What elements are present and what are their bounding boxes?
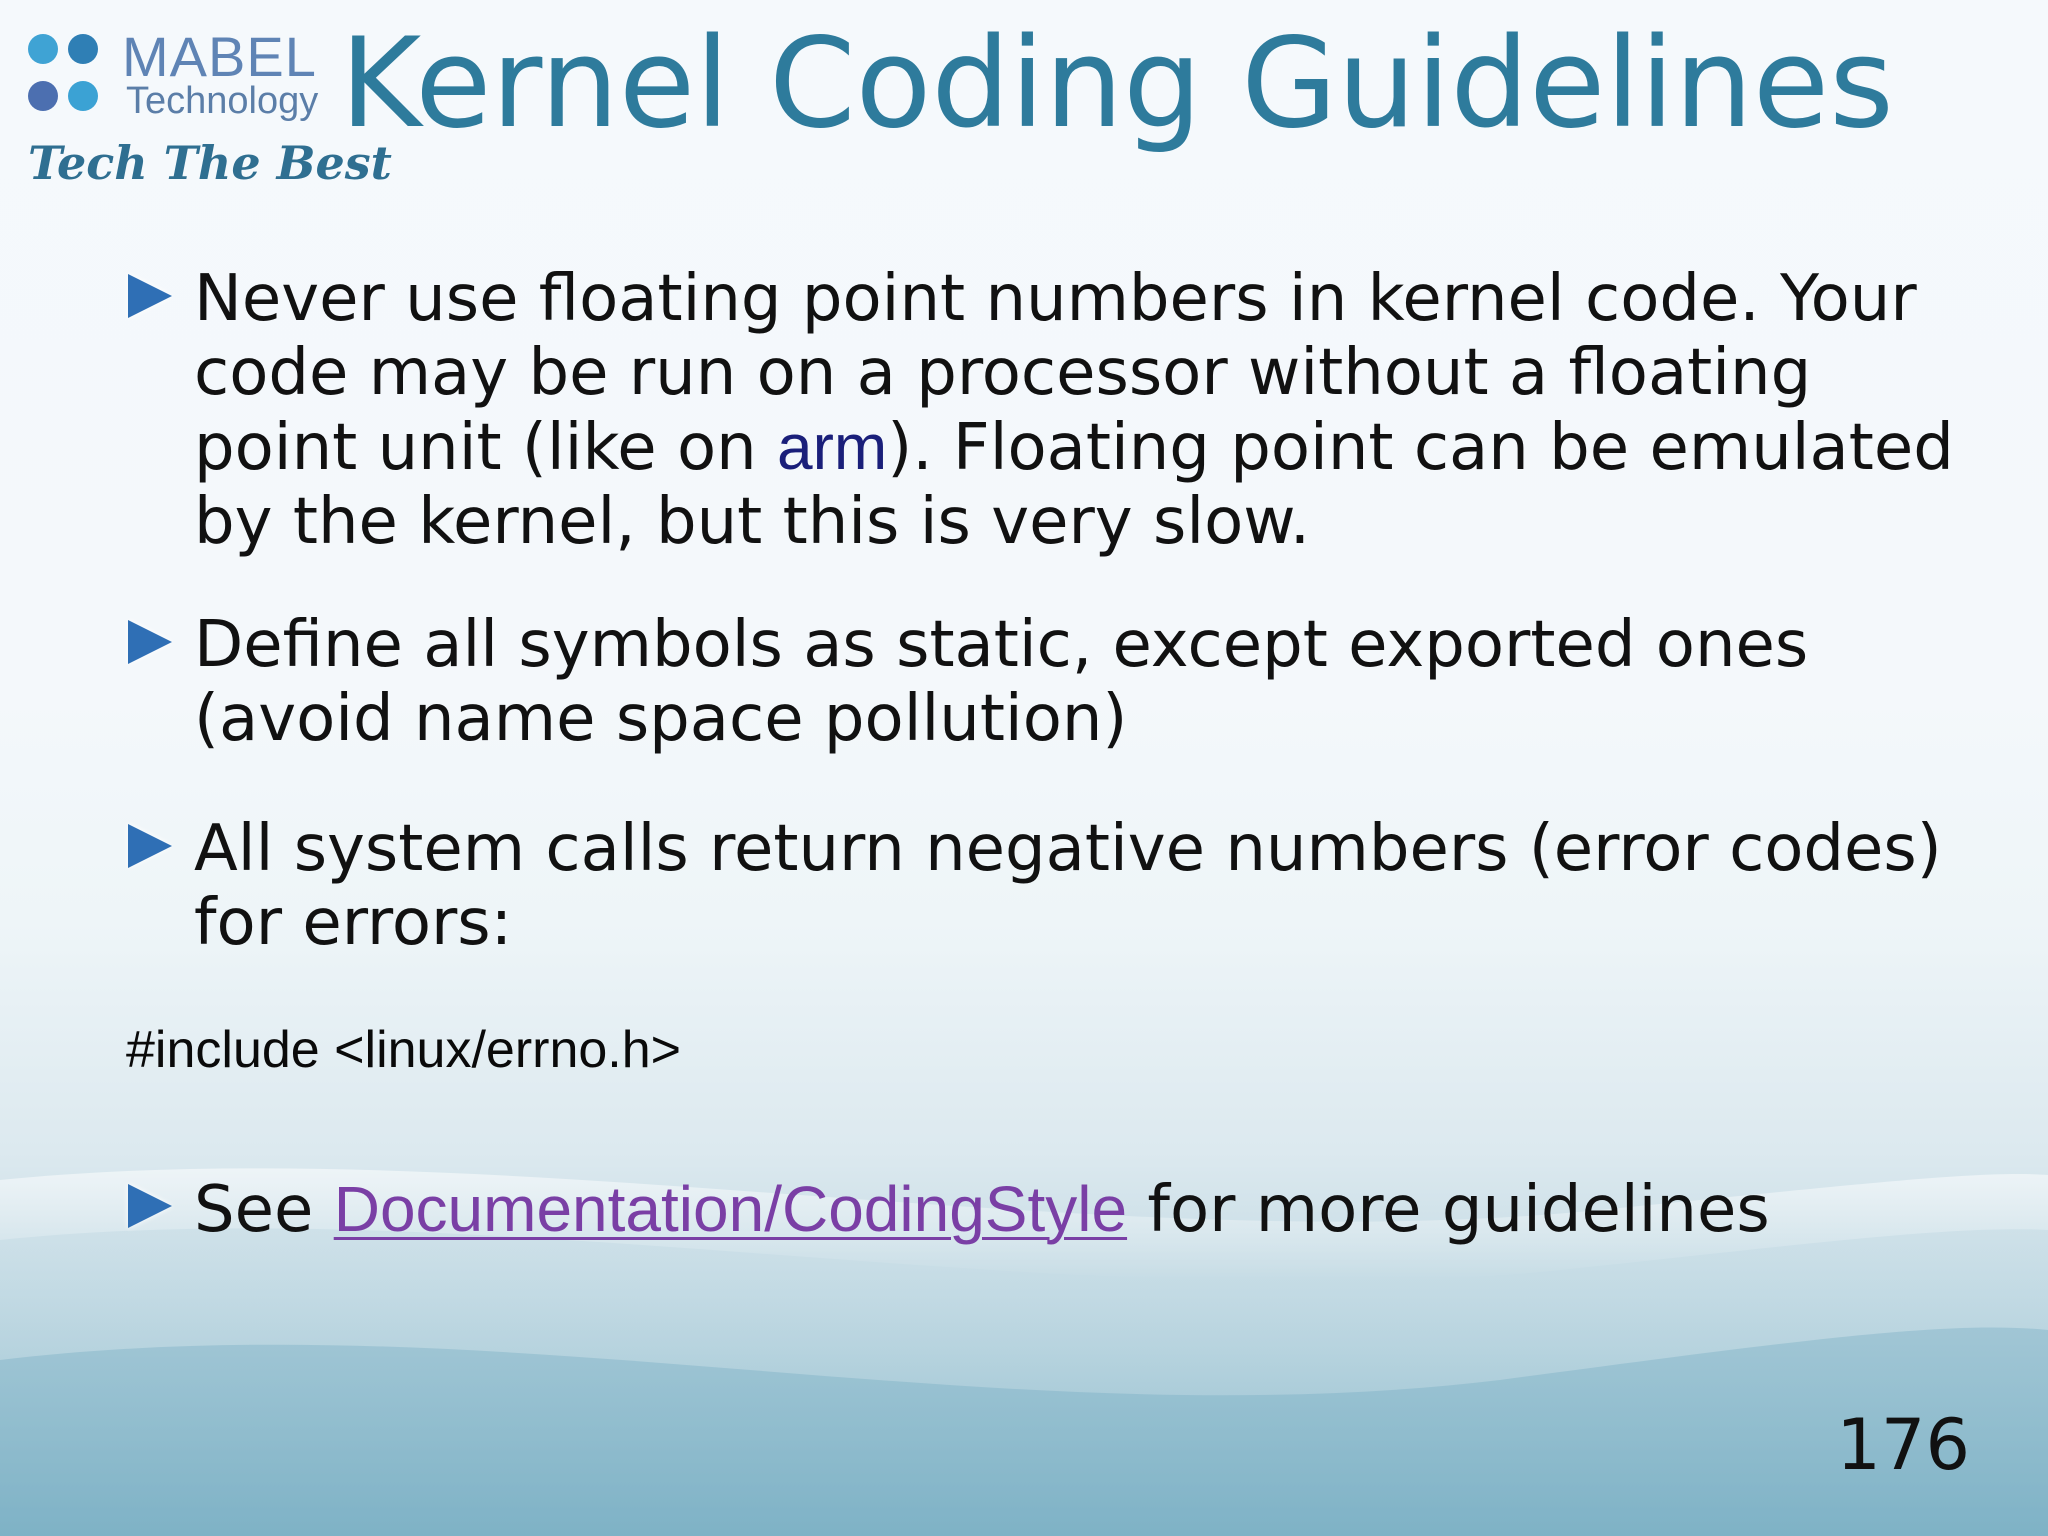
- triangle-arrow-icon: [128, 620, 172, 664]
- logo-dot: [28, 34, 58, 64]
- arm-highlight: arm: [777, 411, 888, 483]
- bullet-text-part: See: [194, 1173, 334, 1247]
- company-logo: [28, 25, 392, 208]
- page-number: 176: [1836, 1404, 1970, 1486]
- logo-subtitle: Technology: [126, 80, 319, 122]
- bullet-text: [194, 262, 1974, 559]
- logo-dot: [68, 34, 98, 64]
- logo-dot: [68, 81, 98, 111]
- bullet-text-part: ). Floating point can be emulated by the kernel, but this is very slow.: [194, 411, 1954, 559]
- bullet-text: [194, 1172, 1974, 1247]
- bullet-text: All system calls return negative numbers (error codes) for errors:: [194, 812, 1942, 960]
- bullet-text: Define all symbols as static, except exported ones (avoid name space pollution): [194, 608, 1809, 756]
- slide-title: Kernel Coding Guidelines: [340, 12, 1894, 156]
- bullet-text-part: Never use floating point numbers in kernel code. Your code may be run on a processor without a floating point unit (like on: [194, 262, 1917, 485]
- triangle-arrow-icon: [128, 274, 172, 318]
- coding-style-link[interactable]: Documentation/CodingStyle: [333, 1173, 1128, 1245]
- bullet-text-part: for more guidelines: [1127, 1173, 1770, 1247]
- logo-dot: [28, 81, 58, 111]
- logo-tagline: Tech The Best: [28, 136, 392, 190]
- code-include-line: #include <linux/errno.h>: [126, 1021, 682, 1079]
- triangle-arrow-icon: [128, 1184, 172, 1228]
- logo-brand: MABEL: [122, 25, 317, 88]
- triangle-arrow-icon: [128, 824, 172, 868]
